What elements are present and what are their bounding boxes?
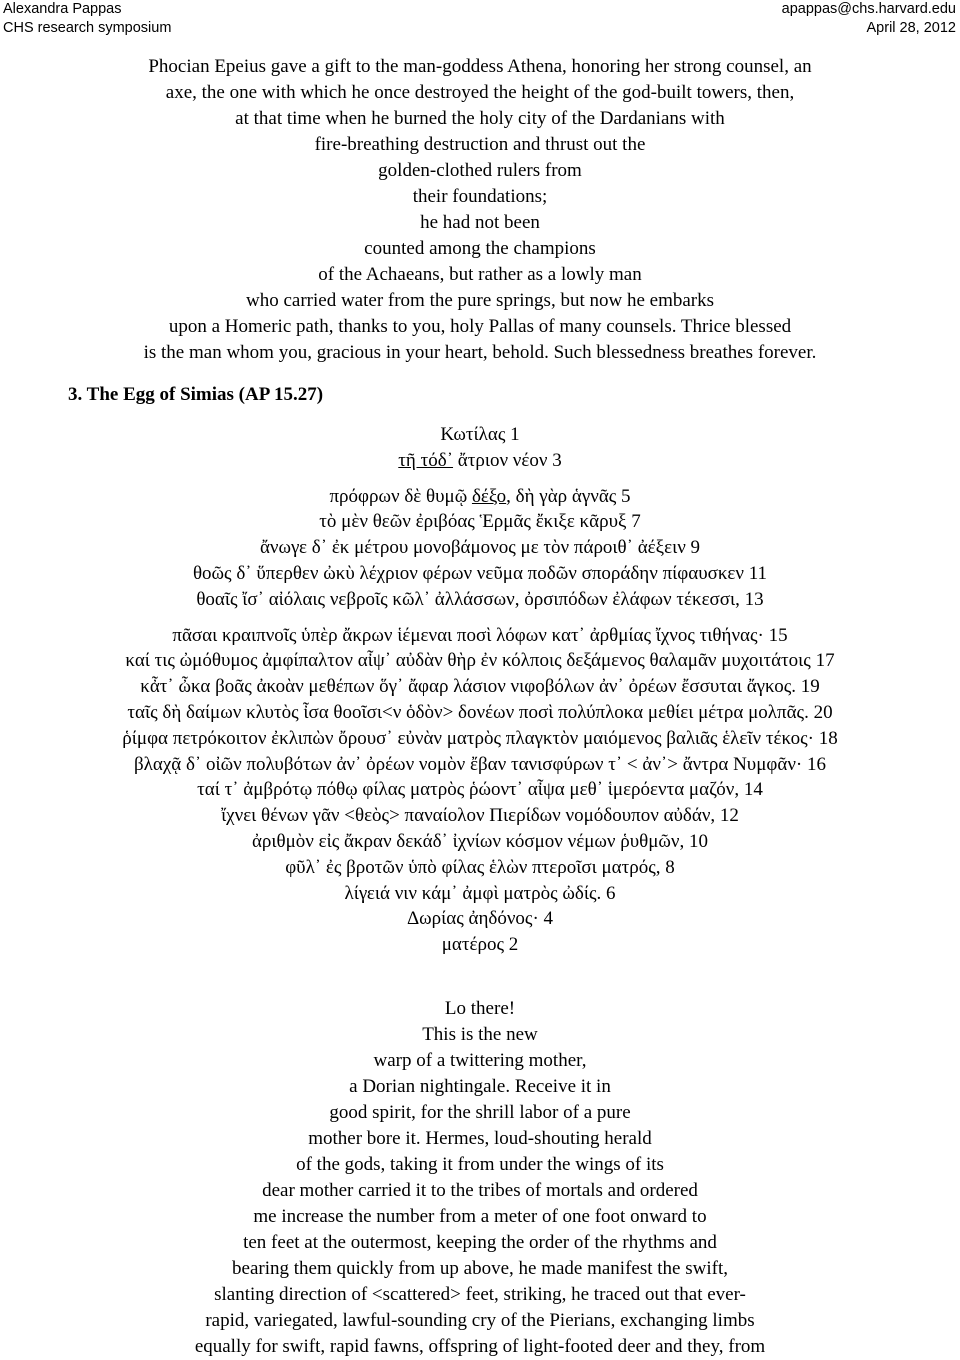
greek-line: κἆτ᾽ ὦκα βοᾶς ἀκοὰν μεθέπων ὅγ᾽ ἄφαρ λάσιον νιφοβόλων ἀν᾽ ὀρέων ἔσσυται ἄγκος. 19 bbox=[140, 676, 820, 698]
greek-text: ἄτριον νέον 3 bbox=[453, 449, 562, 471]
translation-line: mother bore it. Hermes, loud-shouting herald bbox=[308, 1127, 652, 1149]
prose-line: fire-breathing destruction and thrust out the bbox=[314, 134, 646, 155]
translation-line: me increase the number from a meter of one foot onward to bbox=[253, 1205, 707, 1227]
translation-line: dear mother carried it to the tribes of mortals and ordered bbox=[262, 1179, 698, 1201]
prose-line: Phocian Epeius gave a gift to the man-goddess Athena, honoring her strong counsel, an bbox=[148, 56, 812, 77]
prose-line: upon a Homeric path, thanks to you, holy Pallas of many counsels. Thrice blessed bbox=[168, 316, 792, 337]
prose-line: he had not been bbox=[420, 212, 540, 233]
english-translation bbox=[0, 996, 960, 1360]
translation-line: equally for swift, rapid fawns, offspring of light-footed deer and they, from bbox=[194, 1335, 766, 1357]
greek-egg-poem bbox=[0, 422, 960, 958]
spacer bbox=[0, 474, 960, 484]
greek-line: ἀριθμὸν εἰς ἄκραν δεκάδ᾽ ἰχνίων κόσμον νέμων ῥυθμῶν, 10 bbox=[251, 830, 709, 852]
greek-line: ἴχνει θένων γᾶν <θεὸς> παναίολον Πιερίδων νομόδουπον αὐδάν, 12 bbox=[221, 805, 739, 827]
translation-line: good spirit, for the shrill labor of a pure bbox=[329, 1101, 631, 1123]
translation-line: of the gods, taking it from under the wings of its bbox=[296, 1153, 664, 1175]
translation-line: Lo there! bbox=[444, 997, 516, 1019]
translation-line: This is the new bbox=[422, 1023, 538, 1045]
header-date: April 28, 2012 bbox=[866, 20, 956, 36]
page-header bbox=[0, 0, 960, 40]
greek-line: καί τις ὠμόθυμος ἀμφίπαλτον αἶψ᾽ αὐδὰν θὴρ ἐν κόλποις δεξάμενος θαλαμᾶν μυχοιτάτοις 17 bbox=[125, 650, 835, 672]
prose-line: at that time when he burned the holy city of the Dardanians with bbox=[235, 108, 725, 129]
greek-line: ταῖς δὴ δαίμων κλυτὸς ἶσα θοοῖσι<ν ὁδὸν> δονέων ποσὶ πολύπλοκα μεθίει μέτρα μολπᾶς. 20 bbox=[127, 701, 833, 723]
greek-line: ῥίμφα πετρόκοιτον ἐκλιπὼν ὄρουσ᾽ εὐνὰν ματρὸς πλαγκτὸν μαιόμενος βαλιᾶς ἑλεῖν τέκος· 18 bbox=[122, 727, 838, 749]
translation-line: rapid, variegated, lawful-sounding cry of the Pierians, exchanging limbs bbox=[205, 1309, 755, 1331]
header-left bbox=[3, 0, 171, 38]
prose-line: who carried water from the pure springs, but now he embarks bbox=[246, 290, 714, 311]
greek-text: , δὴ γὰρ ἁγνᾶς 5 bbox=[506, 485, 631, 507]
greek-line: θοαῖς ἴσ᾽ αἰόλαις νεβροῖς κῶλ᾽ ἀλλάσσων, ὀρσιπόδων ἐλάφων τέκεσσι, 13 bbox=[196, 588, 764, 610]
greek-line: τὸ μὲν θεῶν ἐριβόας Ἑρμᾶς ἔκιξε κᾶρυξ 7 bbox=[319, 511, 641, 533]
underlined-text: τῆ τόδ᾽ bbox=[398, 449, 454, 471]
header-right bbox=[782, 0, 956, 38]
greek-line: πᾶσαι κραιπνοῖς ὑπὲρ ἄκρων ἱέμεναι ποσὶ λόφων κατ᾽ ἀρθμίας ἴχνος τιθήνας· 15 bbox=[172, 624, 788, 646]
greek-line: Κωτίλας 1 bbox=[440, 424, 520, 445]
prose-line: axe, the one with which he once destroyed the height of the god-built towers, then, bbox=[165, 82, 795, 103]
document-body bbox=[0, 54, 960, 1360]
translation-line: warp of a twittering mother, bbox=[373, 1049, 587, 1071]
greek-line: ταί τ᾽ ἀμβρότῳ πόθῳ φίλας ματρὸς ῥώοντ᾽ αἶψα μεθ᾽ ἱμερόεντα μαζόν, 14 bbox=[197, 779, 763, 801]
author-email: apappas@chs.harvard.edu bbox=[781, 1, 956, 17]
translation-line: a Dorian nightingale. Receive it in bbox=[349, 1075, 611, 1097]
event-name: CHS research symposium bbox=[3, 20, 172, 36]
greek-line: λίγειά νιν κάμ᾽ ἀμφὶ ματρὸς ὠδίς. 6 bbox=[344, 882, 616, 904]
prose-line: counted among the champions bbox=[364, 238, 596, 259]
author-name: Alexandra Pappas bbox=[3, 1, 122, 17]
prose-line: golden-clothed rulers from bbox=[378, 160, 582, 181]
prose-translation bbox=[0, 54, 960, 366]
greek-line bbox=[0, 484, 960, 510]
prose-line: their foundations; bbox=[412, 186, 548, 207]
greek-line: ἄνωγε δ᾽ ἐκ μέτρου μονοβάμονος με τὸν πάροιθ᾽ ἀέξειν 9 bbox=[259, 537, 701, 559]
translation-line: bearing them quickly from up above, he made manifest the swift, bbox=[232, 1257, 728, 1279]
underlined-text: δέξο bbox=[471, 485, 507, 507]
section-heading: 3. The Egg of Simias (AP 15.27) bbox=[68, 384, 324, 405]
greek-line: Δωρίας ἀηδόνος· 4 bbox=[406, 908, 554, 930]
spacer bbox=[0, 613, 960, 623]
prose-line: is the man whom you, gracious in your heart, behold. Such blessedness breathes forever. bbox=[143, 342, 817, 363]
translation-line: ten feet at the outermost, keeping the order of the rhythms and bbox=[243, 1231, 717, 1253]
greek-line: θοῶς δ᾽ ὕπερθεν ὠκὺ λέχριον φέρων νεῦμα ποδῶν σποράδην πίφαυσκεν 11 bbox=[192, 562, 768, 584]
greek-line: ματέρος 2 bbox=[441, 934, 519, 956]
greek-line bbox=[0, 448, 960, 474]
greek-line: φῦλ᾽ ἐς βροτῶν ὑπὸ φίλας ἑλὼν πτεροῖσι ματρός, 8 bbox=[285, 856, 675, 878]
prose-line: of the Achaeans, but rather as a lowly man bbox=[318, 264, 642, 285]
translation-line: slanting direction of <scattered> feet, striking, he traced out that ever- bbox=[214, 1283, 746, 1305]
greek-line: βλαχᾷ δ᾽ οἰῶν πολυβότων ἀν᾽ ὀρέων νομὸν ἔβαν τανισφύρων τ᾽ < ἀν᾽> ἄντρα Νυμφᾶν· 16 bbox=[134, 753, 826, 775]
greek-text: πρόφρων δὲ θυμῷ bbox=[329, 485, 472, 507]
